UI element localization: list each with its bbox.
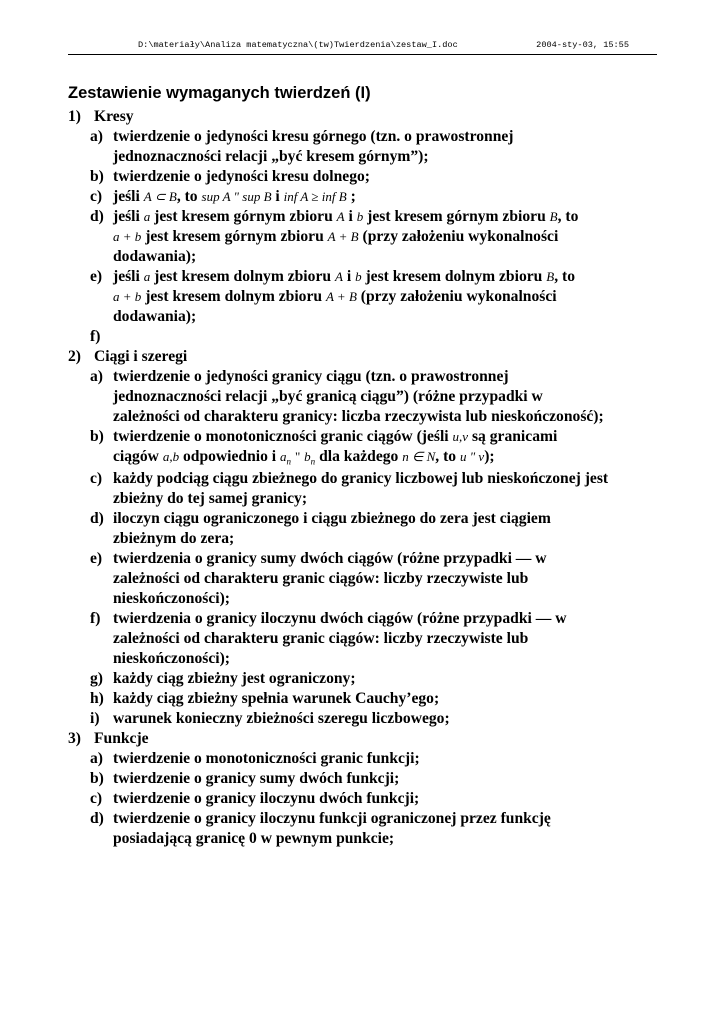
section-funkcje xyxy=(0,730,724,750)
section-ciagi-i-szeregi xyxy=(0,348,724,368)
text-run: jest kresem górnym zbioru xyxy=(154,208,333,225)
text-run: dla każdego xyxy=(319,448,399,465)
math-subscript: n xyxy=(310,456,316,467)
item-text: twierdzenia o granicy sumy dwóch ciągów (różne przypadki — w xyxy=(113,550,547,567)
math-expression: a xyxy=(143,269,151,284)
list-item xyxy=(0,328,724,348)
math-expression: A xyxy=(336,209,345,224)
section-number: 3) xyxy=(68,730,81,747)
math-expression: A ⊂ B xyxy=(143,189,177,204)
list-item xyxy=(0,510,724,550)
item-text: twierdzenie o granicy iloczynu dwóch funkcji; xyxy=(113,790,420,807)
math-symbol: a xyxy=(280,449,287,464)
section-title: Kresy xyxy=(94,108,134,125)
item-text: każdy ciąg zbieżny spełnia warunek Cauchy’ego; xyxy=(113,690,440,707)
item-text: zbieżnym do zera; xyxy=(113,530,235,547)
text-run: ; xyxy=(350,188,356,205)
list-item xyxy=(0,368,724,428)
item-letter: c) xyxy=(90,470,103,487)
item-letter: b) xyxy=(90,168,104,185)
item-text: twierdzenie o monotoniczności granic funkcji; xyxy=(113,750,420,767)
text-run: jest kresem górnym zbioru xyxy=(145,228,324,245)
text-run: i xyxy=(275,188,280,205)
document-body xyxy=(0,108,724,850)
math-expression: A + B xyxy=(325,289,357,304)
section-kresy xyxy=(0,108,724,128)
item-text: jednoznaczności relacji „być kresem górnym”); xyxy=(113,148,429,165)
list-item xyxy=(0,710,724,730)
item-text: zależności od charakteru granic ciągów: liczby rzeczywiste lub xyxy=(113,630,529,647)
list-item xyxy=(0,770,724,790)
math-expression: b xyxy=(355,269,362,284)
file-path: D:\materiały\Analiza matematyczna\(tw)Twierdzenia\zestaw_I.doc xyxy=(138,40,458,50)
item-letter: c) xyxy=(90,188,103,205)
text-run: (przy założeniu wykonalności xyxy=(362,228,559,245)
item-text: warunek konieczny zbieżności szeregu liczbowego; xyxy=(113,710,450,727)
item-text: twierdzenie o granicy iloczynu funkcji ograniczonej przez funkcję xyxy=(113,810,551,827)
text-run: , to xyxy=(554,268,575,285)
item-letter: c) xyxy=(90,790,103,807)
item-text: iloczyn ciągu ograniczonego i ciągu zbieżnego do zera jest ciągiem xyxy=(113,510,551,527)
text-run: jest kresem dolnym zbioru xyxy=(365,268,543,285)
math-expression: sup A " sup B xyxy=(201,189,272,204)
text-run: ); xyxy=(484,448,495,465)
text-run: , to xyxy=(557,208,579,225)
item-letter: g) xyxy=(90,670,103,687)
math-expression: a xyxy=(143,209,151,224)
text-run: są granicami xyxy=(471,428,558,445)
section-number: 1) xyxy=(68,108,81,125)
item-letter: f) xyxy=(90,328,101,345)
print-date: 2004-sty-03, 15:55 xyxy=(536,40,629,50)
text-run: jeśli xyxy=(113,208,140,225)
list-item xyxy=(0,128,724,168)
list-item xyxy=(0,428,724,470)
math-expression xyxy=(280,449,292,467)
item-text: twierdzenie o jedyności kresu dolnego; xyxy=(113,168,370,185)
text-run: jest kresem dolnym zbioru xyxy=(145,288,323,305)
math-expression: a + b xyxy=(113,229,142,244)
item-letter: h) xyxy=(90,690,104,707)
item-text: twierdzenia o granicy iloczynu dwóch ciągów (różne przypadki — w xyxy=(113,610,567,627)
section-title: Ciągi i szeregi xyxy=(94,348,188,365)
math-expression: B xyxy=(546,269,555,284)
math-expression: u,v xyxy=(452,429,469,444)
math-expression: a + b xyxy=(113,289,142,304)
item-text: twierdzenie o jedyności granicy ciągu (tzn. o prawostronnej xyxy=(113,368,509,385)
math-expression xyxy=(304,449,316,467)
item-letter: a) xyxy=(90,750,103,767)
item-text: twierdzenie o jedyności kresu górnego (tzn. o prawostronnej xyxy=(113,128,514,145)
math-subscript: n xyxy=(286,456,292,467)
item-text: każdy podciąg ciągu zbieżnego do granicy liczbowej lub nieskończonej jest xyxy=(113,470,609,487)
math-expression: b xyxy=(356,209,364,224)
list-item xyxy=(0,188,724,208)
item-text: zbieżny do tej samej granicy; xyxy=(113,490,308,507)
item-text xyxy=(0,428,724,448)
item-letter: f) xyxy=(90,610,101,627)
item-text xyxy=(0,288,724,308)
math-expression: a,b xyxy=(162,449,180,464)
math-expression: inf A ≥ inf B xyxy=(283,189,347,204)
text-run: twierdzenie o monotoniczności granic ciągów (jeśli xyxy=(113,428,449,445)
text-run: jeśli xyxy=(113,268,140,285)
item-letter: e) xyxy=(90,550,103,567)
text-run: i xyxy=(348,208,353,225)
list-item xyxy=(0,690,724,710)
list-item xyxy=(0,610,724,670)
math-expression: n ∈ N xyxy=(402,449,436,464)
item-text xyxy=(0,268,724,288)
text-run: jest kresem dolnym zbioru xyxy=(154,268,332,285)
text-run: jest kresem górnym zbioru xyxy=(367,208,546,225)
list-item xyxy=(0,810,724,850)
item-text: zależności od charakteru granicy: liczba rzeczywista lub nieskończoność); xyxy=(113,408,604,425)
item-letter: b) xyxy=(90,428,104,445)
math-expression: A xyxy=(334,269,343,284)
item-text: każdy ciąg zbieżny jest ograniczony; xyxy=(113,670,356,687)
list-item xyxy=(0,268,724,328)
item-text xyxy=(0,448,724,470)
item-text: nieskończoności); xyxy=(113,650,230,667)
item-text: zależności od charakteru granic ciągów: liczby rzeczywiste lub xyxy=(113,570,529,587)
item-letter: a) xyxy=(90,128,103,145)
list-item xyxy=(0,790,724,810)
list-item xyxy=(0,670,724,690)
document-title: Zestawienie wymaganych twierdzeń (I) xyxy=(68,84,371,102)
list-item xyxy=(0,550,724,610)
item-letter: d) xyxy=(90,510,104,527)
math-expression: A + B xyxy=(327,229,359,244)
section-number: 2) xyxy=(68,348,81,365)
item-text-empty xyxy=(0,328,724,348)
item-text: dodawania); xyxy=(113,308,197,325)
section-title: Funkcje xyxy=(94,730,149,747)
item-text: nieskończoności); xyxy=(113,590,230,607)
text-run: ciągów xyxy=(113,448,159,465)
list-item xyxy=(0,208,724,268)
item-text xyxy=(0,208,724,228)
item-letter: d) xyxy=(90,208,104,225)
math-expression: B xyxy=(549,209,558,224)
item-text: twierdzenie o granicy sumy dwóch funkcji; xyxy=(113,770,400,787)
item-text xyxy=(0,228,724,248)
math-relation: " xyxy=(294,449,301,464)
math-symbol: b xyxy=(304,449,311,464)
item-text: jednoznaczności relacji „być granicą ciągu”) (różne przypadki w xyxy=(113,388,543,405)
page-header xyxy=(68,38,657,55)
list-item xyxy=(0,750,724,770)
text-run: , to xyxy=(176,188,198,205)
text-run: , to xyxy=(435,448,457,465)
item-text: dodawania); xyxy=(113,248,197,265)
item-text: posiadającą granicę 0 w pewnym punkcie; xyxy=(113,830,395,847)
list-item xyxy=(0,470,724,510)
item-letter: d) xyxy=(90,810,104,827)
item-letter: a) xyxy=(90,368,103,385)
text-run: jeśli xyxy=(113,188,140,205)
item-letter: b) xyxy=(90,770,104,787)
text-run: i xyxy=(346,268,352,285)
list-item xyxy=(0,168,724,188)
item-letter: i) xyxy=(90,710,100,727)
text-run: (przy założeniu wykonalności xyxy=(360,288,557,305)
text-run: odpowiednio i xyxy=(182,448,277,465)
item-letter: e) xyxy=(90,268,103,285)
math-expression: u " v xyxy=(459,449,485,464)
item-text xyxy=(0,188,724,208)
